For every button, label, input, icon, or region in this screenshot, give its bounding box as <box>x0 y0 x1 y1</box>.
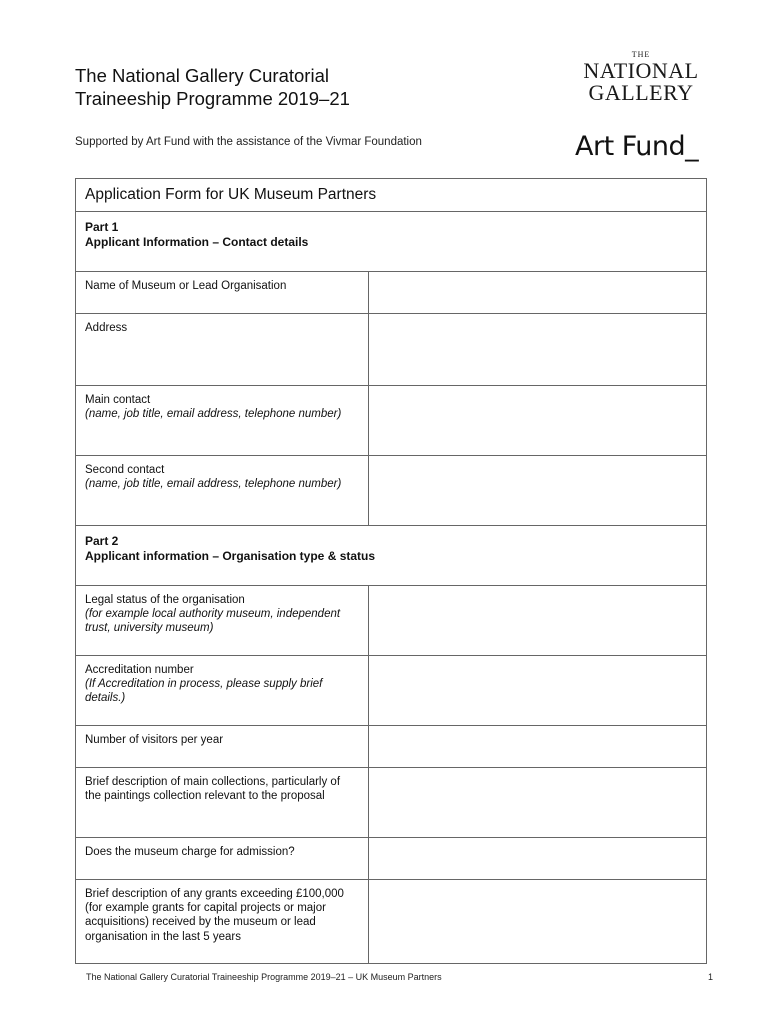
part2-title: Applicant information – Organisation type & status <box>85 549 376 563</box>
field-input-grants[interactable] <box>369 880 706 963</box>
field-input-museum-name[interactable] <box>369 272 706 313</box>
application-form <box>75 178 707 964</box>
part1-header <box>76 212 706 271</box>
field-row-second-contact <box>76 456 706 526</box>
field-input-main-contact[interactable] <box>369 386 706 455</box>
field-label-text: Address <box>85 322 128 334</box>
field-row-address <box>76 314 706 386</box>
part2-header-row <box>76 526 706 586</box>
field-label-text: Second contact <box>85 464 165 476</box>
field-label-text: Brief description of any grants exceeding £100,000 (for example grants for capital projects or major acquisitions) received by the museum or lead organisation in the last 5 years <box>85 888 344 943</box>
field-label-address <box>76 314 369 385</box>
field-row-legal-status <box>76 586 706 656</box>
field-input-admission-charge[interactable] <box>369 838 706 879</box>
ng-logo-gallery: GALLERY <box>588 80 694 105</box>
support-statement: Supported by Art Fund with the assistance of the Vivmar Foundation <box>75 136 422 148</box>
field-label-museum-name <box>76 272 369 313</box>
field-hint-text: (name, job title, email address, telephone number) <box>85 478 342 491</box>
field-row-accreditation <box>76 656 706 726</box>
field-label-accreditation <box>76 656 369 725</box>
field-label-text: Name of Museum or Lead Organisation <box>85 280 287 292</box>
form-heading-row <box>76 179 706 212</box>
ng-logo-the: THE <box>631 50 651 59</box>
field-label-main-contact <box>76 386 369 455</box>
field-label-legal-status <box>76 586 369 655</box>
page-number: 1 <box>708 972 714 982</box>
field-label-text: Legal status of the organisation <box>85 594 245 606</box>
field-label-grants <box>76 880 369 963</box>
field-label-collections <box>76 768 369 837</box>
title-line-2: Traineeship Programme 2019–21 <box>75 88 350 109</box>
field-input-address[interactable] <box>369 314 706 385</box>
field-row-visitors <box>76 726 706 768</box>
field-row-museum-name <box>76 272 706 314</box>
national-gallery-logo <box>568 50 714 104</box>
field-row-main-contact <box>76 386 706 456</box>
form-heading: Application Form for UK Museum Partners <box>85 186 377 203</box>
part2-header <box>76 526 706 585</box>
ng-logo-national: NATIONAL <box>583 58 699 83</box>
title-line-1: The National Gallery Curatorial <box>75 65 329 86</box>
field-hint-text: (If Accreditation in process, please supply brief details.) <box>85 678 323 705</box>
page-footer: The National Gallery Curatorial Traineeship Programme 2019–21 – UK Museum Partners <box>86 972 442 982</box>
field-input-legal-status[interactable] <box>369 586 706 655</box>
field-label-text: Accreditation number <box>85 664 194 676</box>
field-label-second-contact <box>76 456 369 525</box>
field-label-text: Number of visitors per year <box>85 734 224 746</box>
field-label-visitors <box>76 726 369 767</box>
field-label-admission-charge <box>76 838 369 879</box>
field-hint-text: (for example local authority museum, independent trust, university museum) <box>85 608 341 635</box>
part2-label: Part 2 <box>85 534 119 548</box>
field-row-grants <box>76 880 706 964</box>
field-row-admission-charge <box>76 838 706 880</box>
part1-label: Part 1 <box>85 220 119 234</box>
part1-title: Applicant Information – Contact details <box>85 235 309 249</box>
field-label-text: Main contact <box>85 394 151 406</box>
field-input-accreditation[interactable] <box>369 656 706 725</box>
field-label-text: Does the museum charge for admission? <box>85 846 295 858</box>
art-fund-logo: Art Fund_ <box>575 131 699 162</box>
field-hint-text: (name, job title, email address, telephone number) <box>85 408 342 421</box>
field-input-collections[interactable] <box>369 768 706 837</box>
part1-header-row <box>76 212 706 272</box>
field-input-second-contact[interactable] <box>369 456 706 525</box>
field-row-collections <box>76 768 706 838</box>
field-label-text: Brief description of main collections, particularly of the paintings collection relevant to the proposal <box>85 776 341 803</box>
document-title <box>75 64 350 110</box>
field-input-visitors[interactable] <box>369 726 706 767</box>
